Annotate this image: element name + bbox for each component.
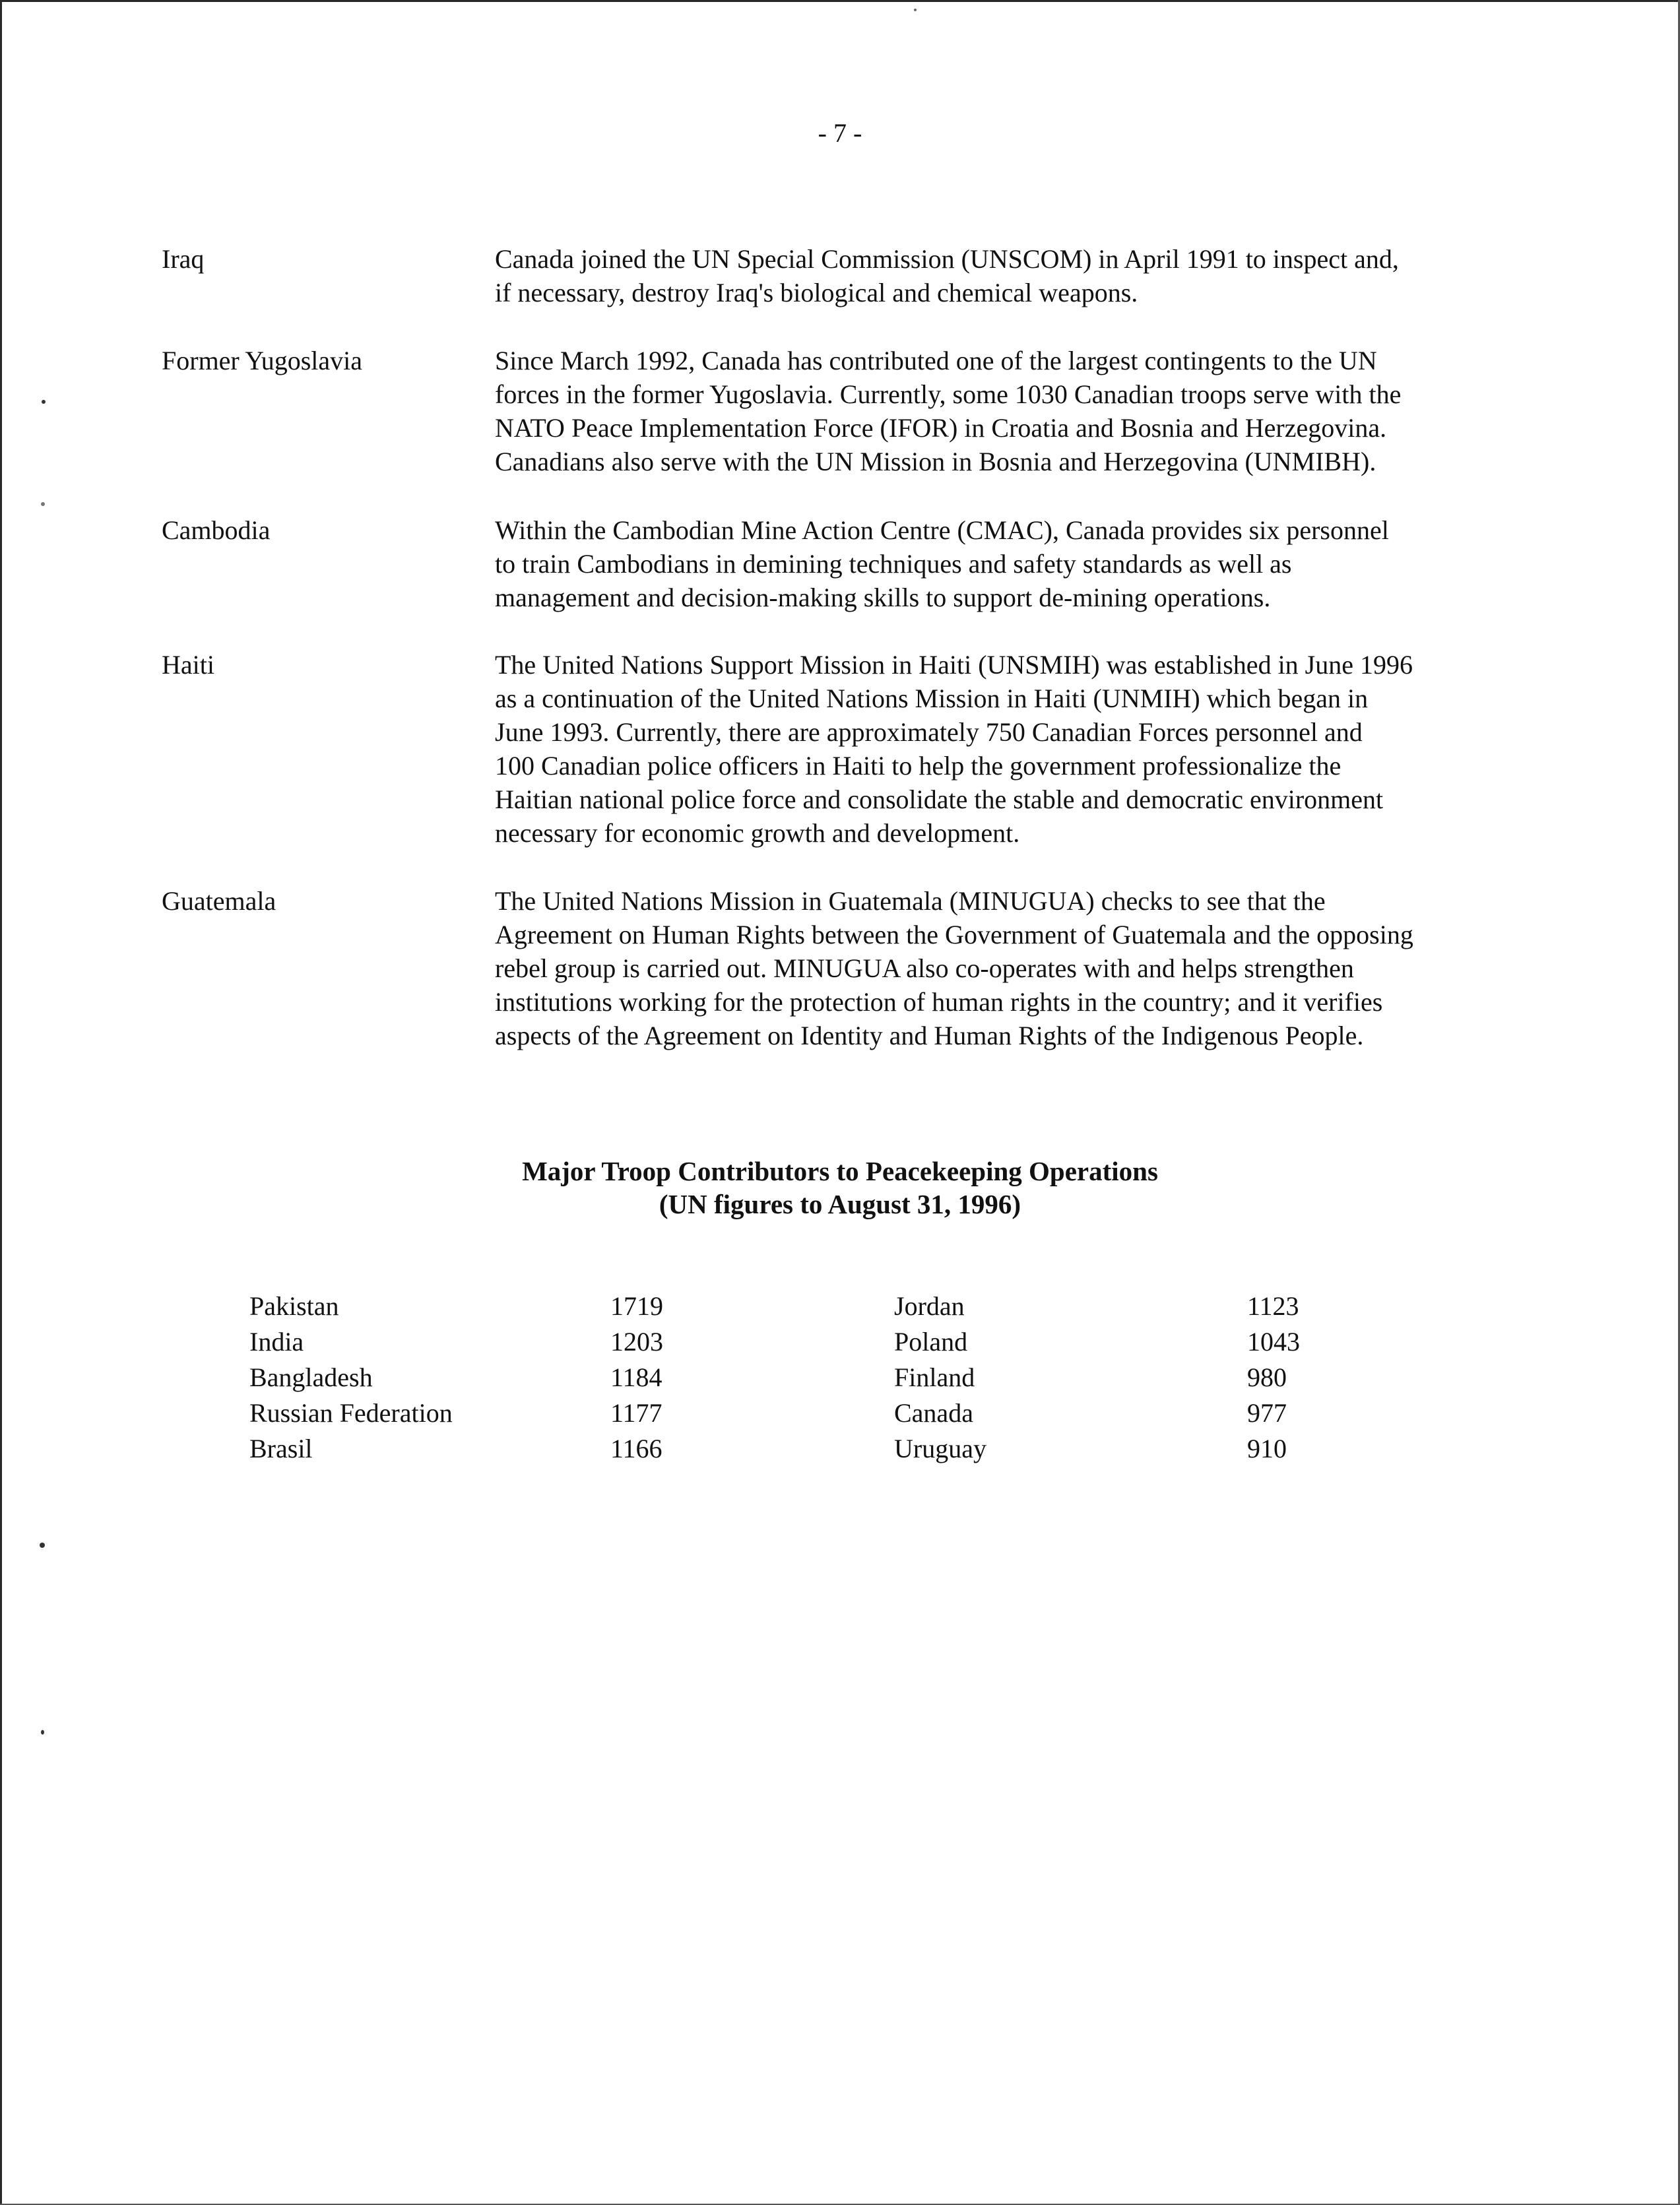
scan-speck	[42, 400, 46, 404]
troop-count: 977	[1247, 1398, 1287, 1428]
entry-label: Cambodia	[162, 515, 271, 545]
country-name: Russian Federation	[249, 1398, 453, 1428]
entry-text: Since March 1992, Canada has contributed one of the largest contingents to the UN forces in the former Yugoslavia. Currently, some 1030 Canadian troops serve with the NATO Peace Implementation Force (IFOR) in Croatia and Bosnia and Herzegovina. Canadians also serve with the UN Mission in Bosnia and Herzegovina (UNMIBH).	[495, 346, 1402, 476]
country-name: India	[249, 1327, 304, 1357]
scan-speck	[40, 1543, 45, 1548]
scan-edge-left	[0, 0, 2, 2205]
entry-label: Former Yugoslavia	[162, 346, 363, 375]
country-name: Uruguay	[894, 1434, 986, 1463]
troop-count: 1719	[610, 1291, 663, 1321]
entry-text: Within the Cambodian Mine Action Centre (CMAC), Canada provides six personnel to train Cambodians in demining techniques and safety standards as well as management and decision-making skills to support de-mining operations.	[495, 515, 1389, 612]
country-name: Jordan	[894, 1291, 965, 1321]
entry-label: Haiti	[162, 650, 214, 680]
table-title: Major Troop Contributors to Peacekeeping Operations	[522, 1156, 1158, 1186]
country-name: Bangladesh	[249, 1362, 373, 1392]
entry-text: The United Nations Support Mission in Haiti (UNSMIH) was established in June 1996 as a continuation of the United Nations Mission in Haiti (UNMIH) which began in June 1993. Currently, there are approximately 750 Canadian Forces personnel and 100 Canadian police officers in Haiti to help the government professionalize the Haitian national police force and consolidate the stable and democratic environment necessary for economic growth and development.	[495, 650, 1413, 848]
troop-count: 910	[1247, 1434, 1287, 1463]
troop-count: 1184	[610, 1362, 662, 1392]
entry-label: Guatemala	[162, 886, 276, 916]
country-name: Canada	[894, 1398, 973, 1428]
troop-count: 1043	[1247, 1327, 1300, 1357]
country-name: Pakistan	[249, 1291, 339, 1321]
troop-count: 1123	[1247, 1291, 1299, 1321]
scan-speck	[41, 502, 45, 506]
country-name: Brasil	[249, 1434, 313, 1463]
scan-speck	[914, 9, 917, 11]
scan-edge-top	[0, 0, 1680, 2]
entry-text: The United Nations Mission in Guatemala (MINUGUA) checks to see that the Agreement on Human Rights between the Government of Guatemala and the opposing rebel group is carried out. MINUGUA also co-operates with and helps strengthen institutions working for the protection of human rights in the country; and it verifies aspects of the Agreement on Identity and Human Rights of the Indigenous People.	[495, 886, 1413, 1050]
country-name: Finland	[894, 1362, 975, 1392]
troop-count: 1203	[610, 1327, 663, 1357]
troop-count: 1166	[610, 1434, 662, 1463]
troop-count: 980	[1247, 1362, 1287, 1392]
country-name: Poland	[894, 1327, 968, 1357]
troop-count: 1177	[610, 1398, 662, 1428]
entry-label: Iraq	[162, 244, 205, 274]
page-number: - 7 -	[818, 118, 862, 148]
scan-speck	[41, 1730, 44, 1735]
table-subtitle: (UN figures to August 31, 1996)	[659, 1189, 1021, 1219]
entry-text: Canada joined the UN Special Commission (UNSCOM) in April 1991 to inspect and, if necessary, destroy Iraq's biological and chemical weapons.	[495, 244, 1399, 307]
